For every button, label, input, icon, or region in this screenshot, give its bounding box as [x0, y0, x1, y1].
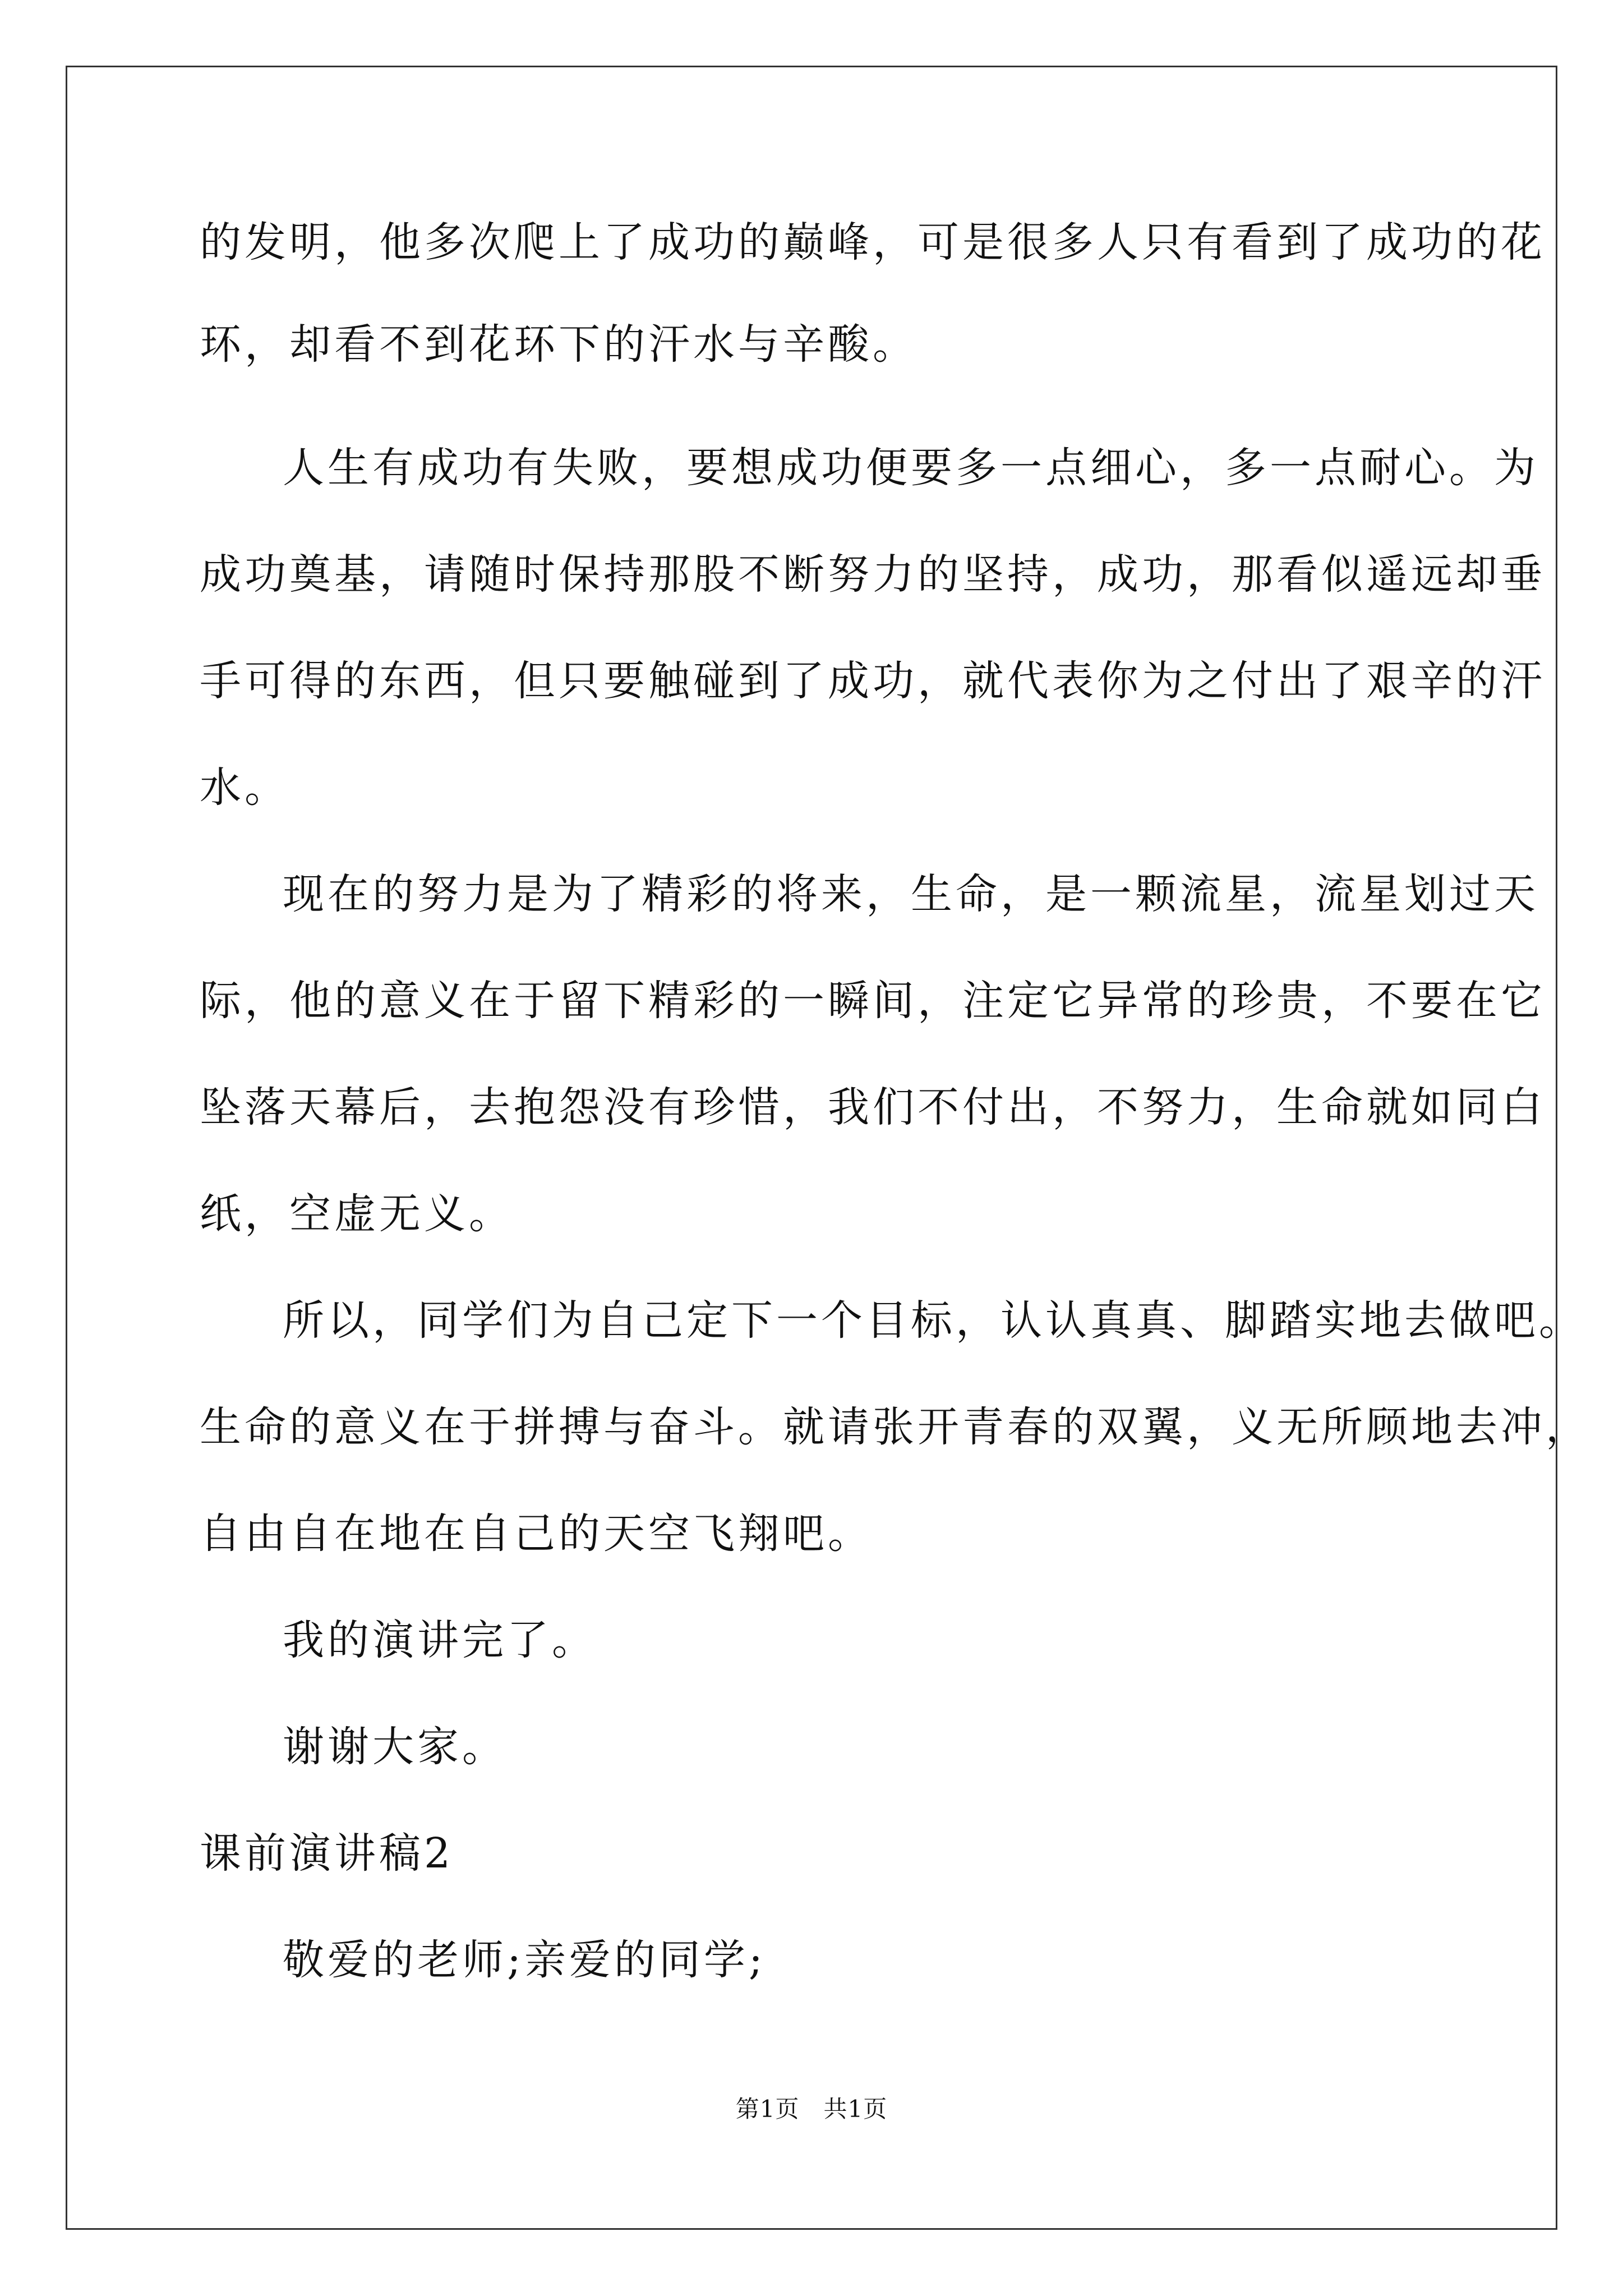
text-line: 手可得的东西，但只要触碰到了成功，就代表你为之付出了艰辛的汗 — [200, 657, 1546, 705]
text-line: 水。 — [200, 763, 289, 812]
text-line: 生命的意义在于拼搏与奋斗。就请张开青春的双翼，义无所顾地去冲， — [200, 1403, 1590, 1451]
text-line: 际，他的意义在于留下精彩的一瞬间，注定它异常的珍贵，不要在它 — [200, 977, 1546, 1025]
paragraph-start-line: 所以，同学们为自己定下一个目标，认认真真、脚踏实地去做吧。 — [283, 1296, 1584, 1345]
text-line: 坠落天幕后，去抱怨没有珍惜，我们不付出，不努力，生命就如同白 — [200, 1083, 1546, 1131]
page-border — [66, 66, 1557, 2230]
paragraph-start-line: 现在的努力是为了精彩的将来，生命，是一颗流星，流星划过天 — [283, 870, 1539, 918]
salutation-line: 敬爱的老师;亲爱的同学; — [283, 1936, 766, 1984]
page-footer: 第1页 共1页 — [735, 2095, 888, 2123]
text-line: 的发明，他多次爬上了成功的巅峰，可是很多人只有看到了成功的花 — [200, 218, 1546, 266]
text-line: 自由自在地在自己的天空飞翔吧。 — [200, 1510, 873, 1558]
section-heading: 课前演讲稿2 — [200, 1829, 454, 1878]
paragraph-start-line: 人生有成功有失败，要想成功便要多一点细心，多一点耐心。为 — [283, 444, 1539, 492]
paragraph-start-line: 谢谢大家。 — [283, 1723, 507, 1771]
text-line: 成功奠基，请随时保持那股不断努力的坚持，成功，那看似遥远却垂 — [200, 550, 1546, 599]
paragraph-start-line: 我的演讲完了。 — [283, 1616, 597, 1664]
text-line: 纸，空虚无义。 — [200, 1190, 514, 1238]
text-line: 环，却看不到花环下的汗水与辛酸。 — [200, 320, 917, 369]
